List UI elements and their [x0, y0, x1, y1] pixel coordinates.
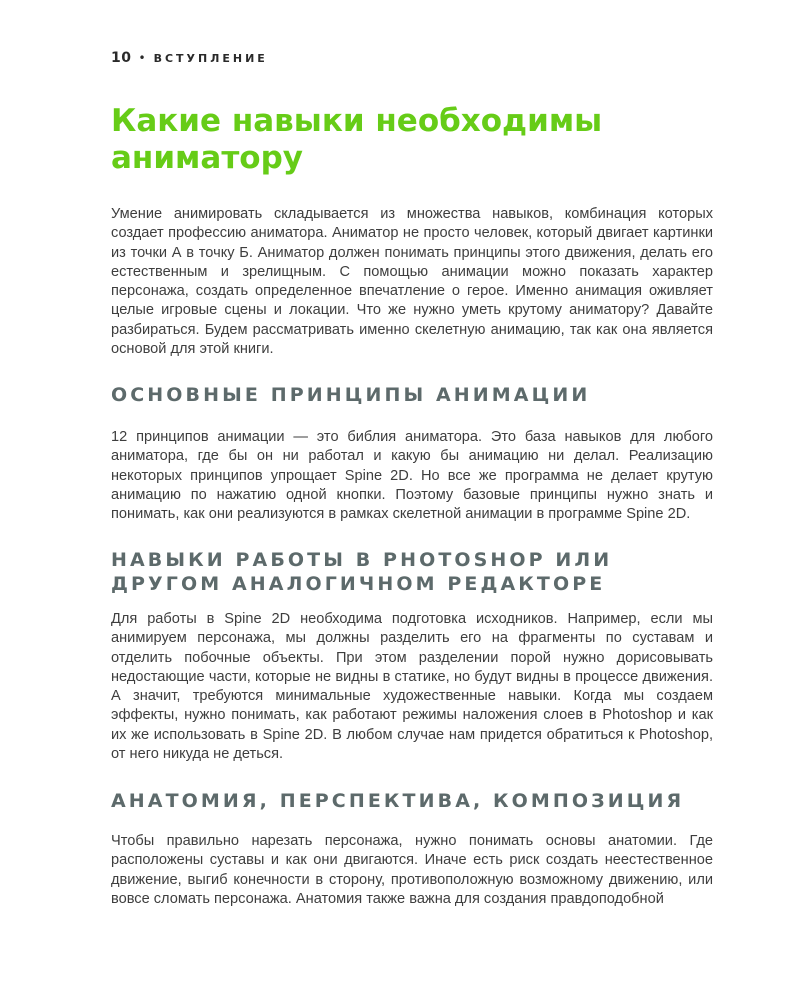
- section-heading-animation-principles: ОСНОВНЫЕ ПРИНЦИПЫ АНИМАЦИИ: [111, 384, 591, 406]
- section-heading-photoshop-skills: НАВЫКИ РАБОТЫ В PHOTOSHOP ИЛИ ДРУГОМ АНАЛОГИЧНОМ РЕДАКТОРЕ: [111, 549, 613, 595]
- running-head: [111, 50, 268, 66]
- chapter-title: Какие навыки необходимы аниматору: [111, 103, 603, 176]
- section-body-anatomy: Чтобы правильно нарезать персонажа, нужно понимать основы анатомии. Где расположены суставы и как они двигаются. Иначе есть риск создать неестественное движение, выгиб конечности в сторону, противоположную возможному движению, или вовсе сломать персонажа. Анатомия также важна для создания правдоподобной: [111, 833, 713, 907]
- bullet-separator: •: [138, 51, 146, 65]
- section-heading-anatomy: АНАТОМИЯ, ПЕРСПЕКТИВА, КОМПОЗИЦИЯ: [111, 790, 685, 812]
- running-head-section: ВСТУПЛЕНИЕ: [153, 51, 268, 65]
- section-body-photoshop-skills: Для работы в Spine 2D необходима подготовка исходников. Например, если мы анимируем персонажа, мы должны разделить его на фрагменты по суставам и отделить побочные объекты. При этом разделении порой нужно дорисовывать недостающие части, которые не видны в статике, но будут видны в процессе движения. А значит, требуются минимальные художественные навыки. Когда мы создаем эффекты, нужно понимать, как работают режимы наложения слоев в Photoshop и как их же использовать в Spine 2D. В любом случае нам придется обратиться к Photoshop, от него никуда не деться.: [111, 611, 713, 763]
- page-number: 10: [111, 50, 132, 66]
- book-page: [111, 0, 713, 1000]
- intro-paragraph: Умение анимировать складывается из множества навыков, комбинация которых создает профессию аниматора. Аниматор не просто человек, который двигает картинки из точки А в точку Б. Аниматор должен понимать принципы этого движения, делать его естественным и зрелищным. С помощью анимации можно показать характер персонажа, создать определенное впечатление о герое. Именно анимация оживляет целые игровые сцены и локации. Что же нужно уметь крутому аниматору? Давайте разбираться. Будем рассматривать именно скелетную анимацию, так как она является основой для этой книги.: [111, 206, 713, 358]
- section-body-animation-principles: 12 принципов анимации — это библия аниматора. Это база навыков для любого аниматора, где бы он ни работал и какую бы анимацию ни делал. Реализацию некоторых принципов упрощает Spine 2D. Но все же программа не делает крутую анимацию по нажатию одной кнопки. Поэтому базовые принципы нужно знать и понимать, как они реализуются в рамках скелетной анимации в программе Spine 2D.: [111, 429, 713, 523]
